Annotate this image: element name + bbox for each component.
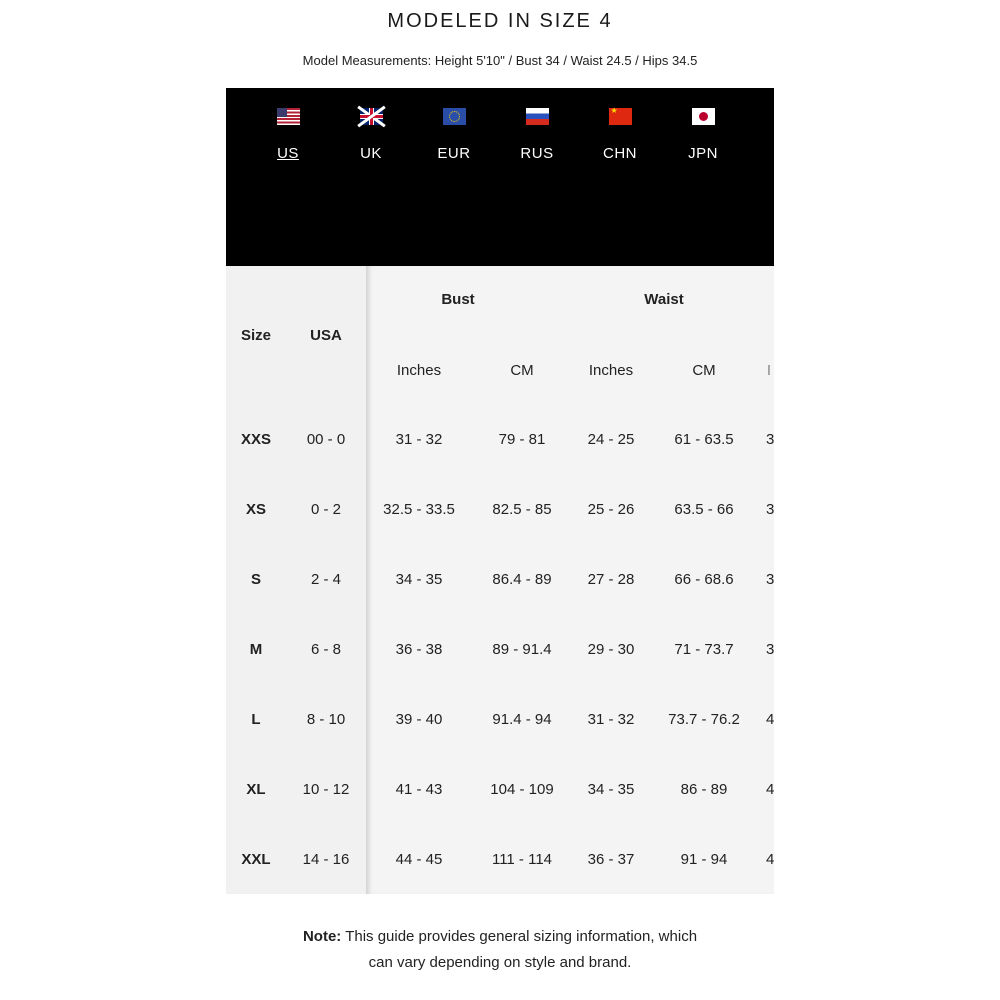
usa-cell: 2 - 4: [310, 571, 341, 588]
note-text-2: can vary depending on style and brand.: [368, 954, 632, 971]
eu-flag-icon: [443, 108, 466, 125]
bust-inches-cell: 41 - 43: [395, 781, 443, 798]
region-label: CHN: [603, 145, 637, 162]
bust-group-header: Bust: [441, 291, 475, 308]
size-cell: L: [251, 711, 261, 728]
region-label: RUS: [520, 145, 554, 162]
waist-cm-cell: 63.5 - 66: [674, 501, 734, 518]
usa-cell: 14 - 16: [302, 851, 350, 868]
bust-cm-cell: 104 - 109: [490, 781, 554, 798]
bust-cm-cell: 111 - 114: [491, 851, 553, 868]
usa-header: USA: [310, 327, 342, 344]
china-flag-icon: [609, 108, 632, 125]
clipped-cell: 3: [766, 431, 775, 448]
size-header: Size: [240, 327, 271, 344]
russia-flag-icon: [526, 108, 549, 125]
clipped-cell: 4: [766, 851, 775, 868]
waist-cm-header: CM: [692, 362, 716, 379]
waist-inches-cell: 29 - 30: [587, 641, 635, 658]
size-table[interactable]: [226, 266, 774, 894]
clipped-header: I: [766, 362, 772, 379]
clipped-cell: 4: [766, 711, 775, 728]
region-label: EUR: [437, 145, 471, 162]
waist-inches-cell: 25 - 26: [587, 501, 635, 518]
clipped-cell: 3: [766, 641, 775, 658]
sizing-note: [0, 924, 1000, 976]
bust-inches-cell: 31 - 32: [395, 431, 443, 448]
usa-cell: 00 - 0: [306, 431, 346, 448]
region-label: A: [780, 145, 792, 162]
region-tab-uk[interactable]: [341, 108, 401, 162]
region-tab-us[interactable]: [258, 108, 318, 162]
usa-cell: 10 - 12: [302, 781, 350, 798]
size-cell: XL: [246, 781, 266, 798]
bust-cm-header: CM: [510, 362, 534, 379]
waist-cm-cell: 71 - 73.7: [674, 641, 734, 658]
waist-inches-header: Inches: [588, 362, 634, 379]
waist-cm-cell: 66 - 68.6: [674, 571, 734, 588]
model-measurements: Model Measurements: Height 5'10" / Bust 34 / Waist 24.5 / Hips 34.5: [302, 53, 698, 68]
note-text: This guide provides general sizing information, which: [345, 928, 698, 945]
measurement-columns[interactable]: [366, 266, 774, 894]
waist-inches-cell: 34 - 35: [587, 781, 635, 798]
waist-inches-cell: 31 - 32: [587, 711, 635, 728]
uk-flag-icon: [360, 108, 383, 125]
japan-flag-icon: [692, 108, 715, 125]
region-selector: [226, 88, 792, 266]
region-label: UK: [360, 145, 382, 162]
waist-inches-cell: 27 - 28: [587, 571, 635, 588]
waist-group-header: Waist: [644, 291, 684, 308]
waist-inches-cell: 24 - 25: [587, 431, 635, 448]
bust-inches-cell: 39 - 40: [395, 711, 443, 728]
page-title: MODELED IN SIZE 4: [387, 10, 613, 32]
bust-cm-cell: 86.4 - 89: [492, 571, 552, 588]
bust-inches-header: Inches: [396, 362, 442, 379]
size-column-group: [226, 266, 366, 894]
note-label: Note:: [302, 928, 342, 945]
bust-cm-cell: 79 - 81: [498, 431, 546, 448]
bust-cm-cell: 89 - 91.4: [492, 641, 552, 658]
region-label: JPN: [688, 145, 718, 162]
clipped-cell: 3: [766, 571, 775, 588]
region-tab-overflow[interactable]: [756, 108, 816, 162]
clipped-cell: 3: [766, 501, 775, 518]
size-cell: XXL: [241, 851, 271, 868]
waist-cm-cell: 86 - 89: [680, 781, 728, 798]
size-cell: S: [250, 571, 261, 588]
size-cell: XXS: [240, 431, 271, 448]
clipped-cell: 4: [766, 781, 775, 798]
bust-cm-cell: 91.4 - 94: [492, 711, 552, 728]
region-tab-jpn[interactable]: [673, 108, 733, 162]
waist-cm-cell: 91 - 94: [680, 851, 728, 868]
size-cell: M: [249, 641, 263, 658]
usa-cell: 8 - 10: [306, 711, 346, 728]
usa-cell: 6 - 8: [310, 641, 341, 658]
usa-cell: 0 - 2: [310, 501, 341, 518]
waist-cm-cell: 61 - 63.5: [674, 431, 734, 448]
bust-inches-cell: 44 - 45: [395, 851, 443, 868]
bust-inches-cell: 36 - 38: [395, 641, 443, 658]
region-tab-eur[interactable]: [424, 108, 484, 162]
region-tab-rus[interactable]: [507, 108, 567, 162]
waist-cm-cell: 73.7 - 76.2: [668, 711, 740, 728]
region-label: US: [277, 145, 299, 162]
region-tab-chn[interactable]: [590, 108, 650, 162]
us-flag-icon: [277, 108, 300, 125]
size-cell: XS: [245, 501, 266, 518]
waist-inches-cell: 36 - 37: [587, 851, 635, 868]
bust-inches-cell: 32.5 - 33.5: [383, 501, 455, 518]
bust-cm-cell: 82.5 - 85: [492, 501, 552, 518]
bust-inches-cell: 34 - 35: [395, 571, 443, 588]
